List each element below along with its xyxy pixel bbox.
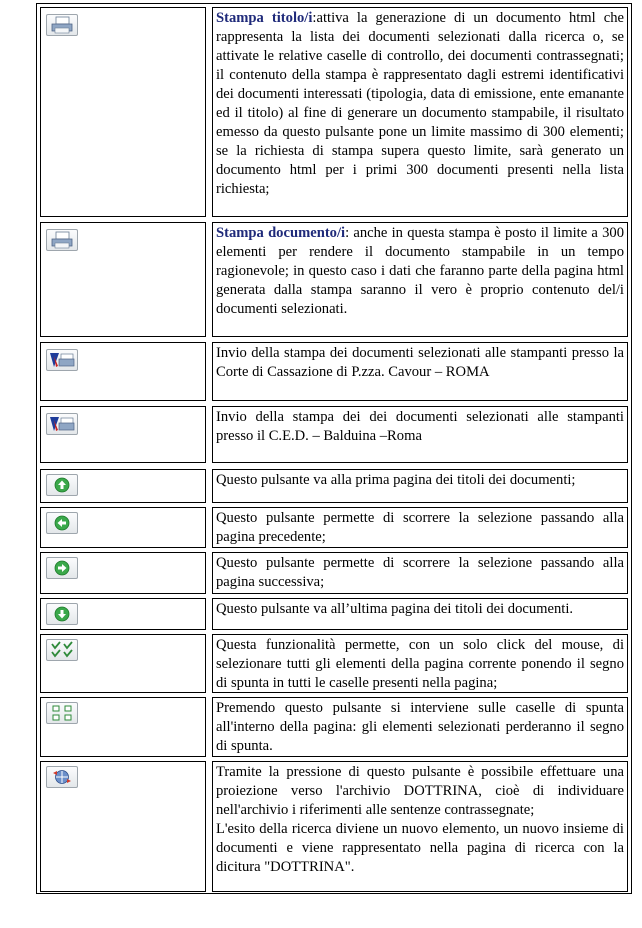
icon-cell <box>40 598 206 630</box>
print-document-icon[interactable] <box>46 229 78 251</box>
icon-cell <box>40 761 206 892</box>
description-cell <box>212 697 628 757</box>
button-description: Questo pulsante va all’ultima pagina dei titoli dei documenti. <box>216 601 574 617</box>
table-row <box>37 469 631 503</box>
description-cell <box>212 406 628 463</box>
remote-print-cassazione-icon[interactable] <box>46 349 78 371</box>
button-description: Premendo questo pulsante si interviene sulle caselle di spunta all'interno della pagina: gli elementi selezionati perderanno il segno di spunta. <box>216 700 624 754</box>
button-description-note: L'esito della ricerca diviene un nuovo elemento, un nuovo insieme di documenti e viene rappresentato nella pagina di ricerca con la dicitura "DOTTRINA". <box>216 821 624 875</box>
description-cell <box>212 342 628 401</box>
description-cell <box>212 7 628 217</box>
table-row <box>37 7 631 217</box>
select-all-icon[interactable] <box>46 639 78 661</box>
table-row <box>37 222 631 337</box>
print-titles-icon[interactable] <box>46 14 78 36</box>
last-page-icon[interactable] <box>46 603 78 625</box>
description-cell <box>212 222 628 337</box>
button-description: Questo pulsante va alla prima pagina dei titoli dei documenti; <box>216 472 576 488</box>
button-description: Invio della stampa dei dei documenti selezionati alle stampanti presso il C.E.D. – Balduina –Roma <box>216 409 624 444</box>
remote-print-ced-icon[interactable] <box>46 413 78 435</box>
table-row <box>37 552 631 594</box>
doctrine-projection-icon[interactable] <box>46 766 78 788</box>
button-description: Questo pulsante permette di scorrere la selezione passando alla pagina precedente; <box>216 510 624 545</box>
deselect-all-icon[interactable] <box>46 702 78 724</box>
button-description: : anche in questa stampa è posto il limite a 300 elementi per rendere il documento stampabile in un tempo ragionevole; in questo caso i dati che faranno parte della pagina html generata dalla stampa saranno il vero è proprio contenuto del/i documenti selezionati. <box>216 225 624 317</box>
table-row <box>37 342 631 401</box>
icon-cell <box>40 222 206 337</box>
icon-cell <box>40 7 206 217</box>
button-description: Invio della stampa dei documenti selezionati alle stampanti presso la Corte di Cassazione di P.zza. Cavour – ROMA <box>216 345 624 380</box>
icon-cell <box>40 406 206 463</box>
description-cell <box>212 469 628 503</box>
first-page-icon[interactable] <box>46 474 78 496</box>
table-row <box>37 697 631 757</box>
description-cell <box>212 552 628 594</box>
table-row <box>37 598 631 630</box>
button-description: Questo pulsante permette di scorrere la selezione passando alla pagina successiva; <box>216 555 624 590</box>
description-cell <box>212 507 628 548</box>
button-description: :attiva la generazione di un documento html che rappresenta la lista dei documenti selezionati dalla ricerca o, se attivate le relative caselle di controllo, dei documenti contrassegnati; il contenuto della stampa è rappresentato dagli estremi identificativi dei documenti interessati (tipologia, data di emissione, ente emanante ed il titolo) al fine di generare un documento stampabile, il risultato emesso da questo pulsante pone un limite massimo di 300 elementi; se la richiesta di stampa supera questo limite, sarà generato un documento html per i primi 300 documenti presenti nella lista richiesta; <box>216 10 624 197</box>
previous-page-icon[interactable] <box>46 512 78 534</box>
table-row <box>37 761 631 892</box>
buttons-description-table <box>36 3 632 894</box>
table-row <box>37 507 631 548</box>
description-cell <box>212 634 628 693</box>
next-page-icon[interactable] <box>46 557 78 579</box>
icon-cell <box>40 469 206 503</box>
table-row <box>37 634 631 693</box>
button-title: Stampa titolo/i <box>216 10 313 26</box>
table-row <box>37 406 631 463</box>
icon-cell <box>40 507 206 548</box>
button-description: Questa funzionalità permette, con un solo click del mouse, di selezionare tutti gli elementi della pagina corrente ponendo il segno di spunta in tutti le caselle presenti nella pagina; <box>216 637 624 691</box>
button-title: Stampa documento/i <box>216 225 346 241</box>
button-description: Tramite la pressione di questo pulsante è possibile effettuare una proiezione verso l'archivio DOTTRINA, cioè di individuare nell'archivio i riferimenti alle sentenze contrassegnate; <box>216 764 624 818</box>
icon-cell <box>40 342 206 401</box>
icon-cell <box>40 552 206 594</box>
icon-cell <box>40 634 206 693</box>
description-cell <box>212 761 628 892</box>
description-cell <box>212 598 628 630</box>
icon-cell <box>40 697 206 757</box>
